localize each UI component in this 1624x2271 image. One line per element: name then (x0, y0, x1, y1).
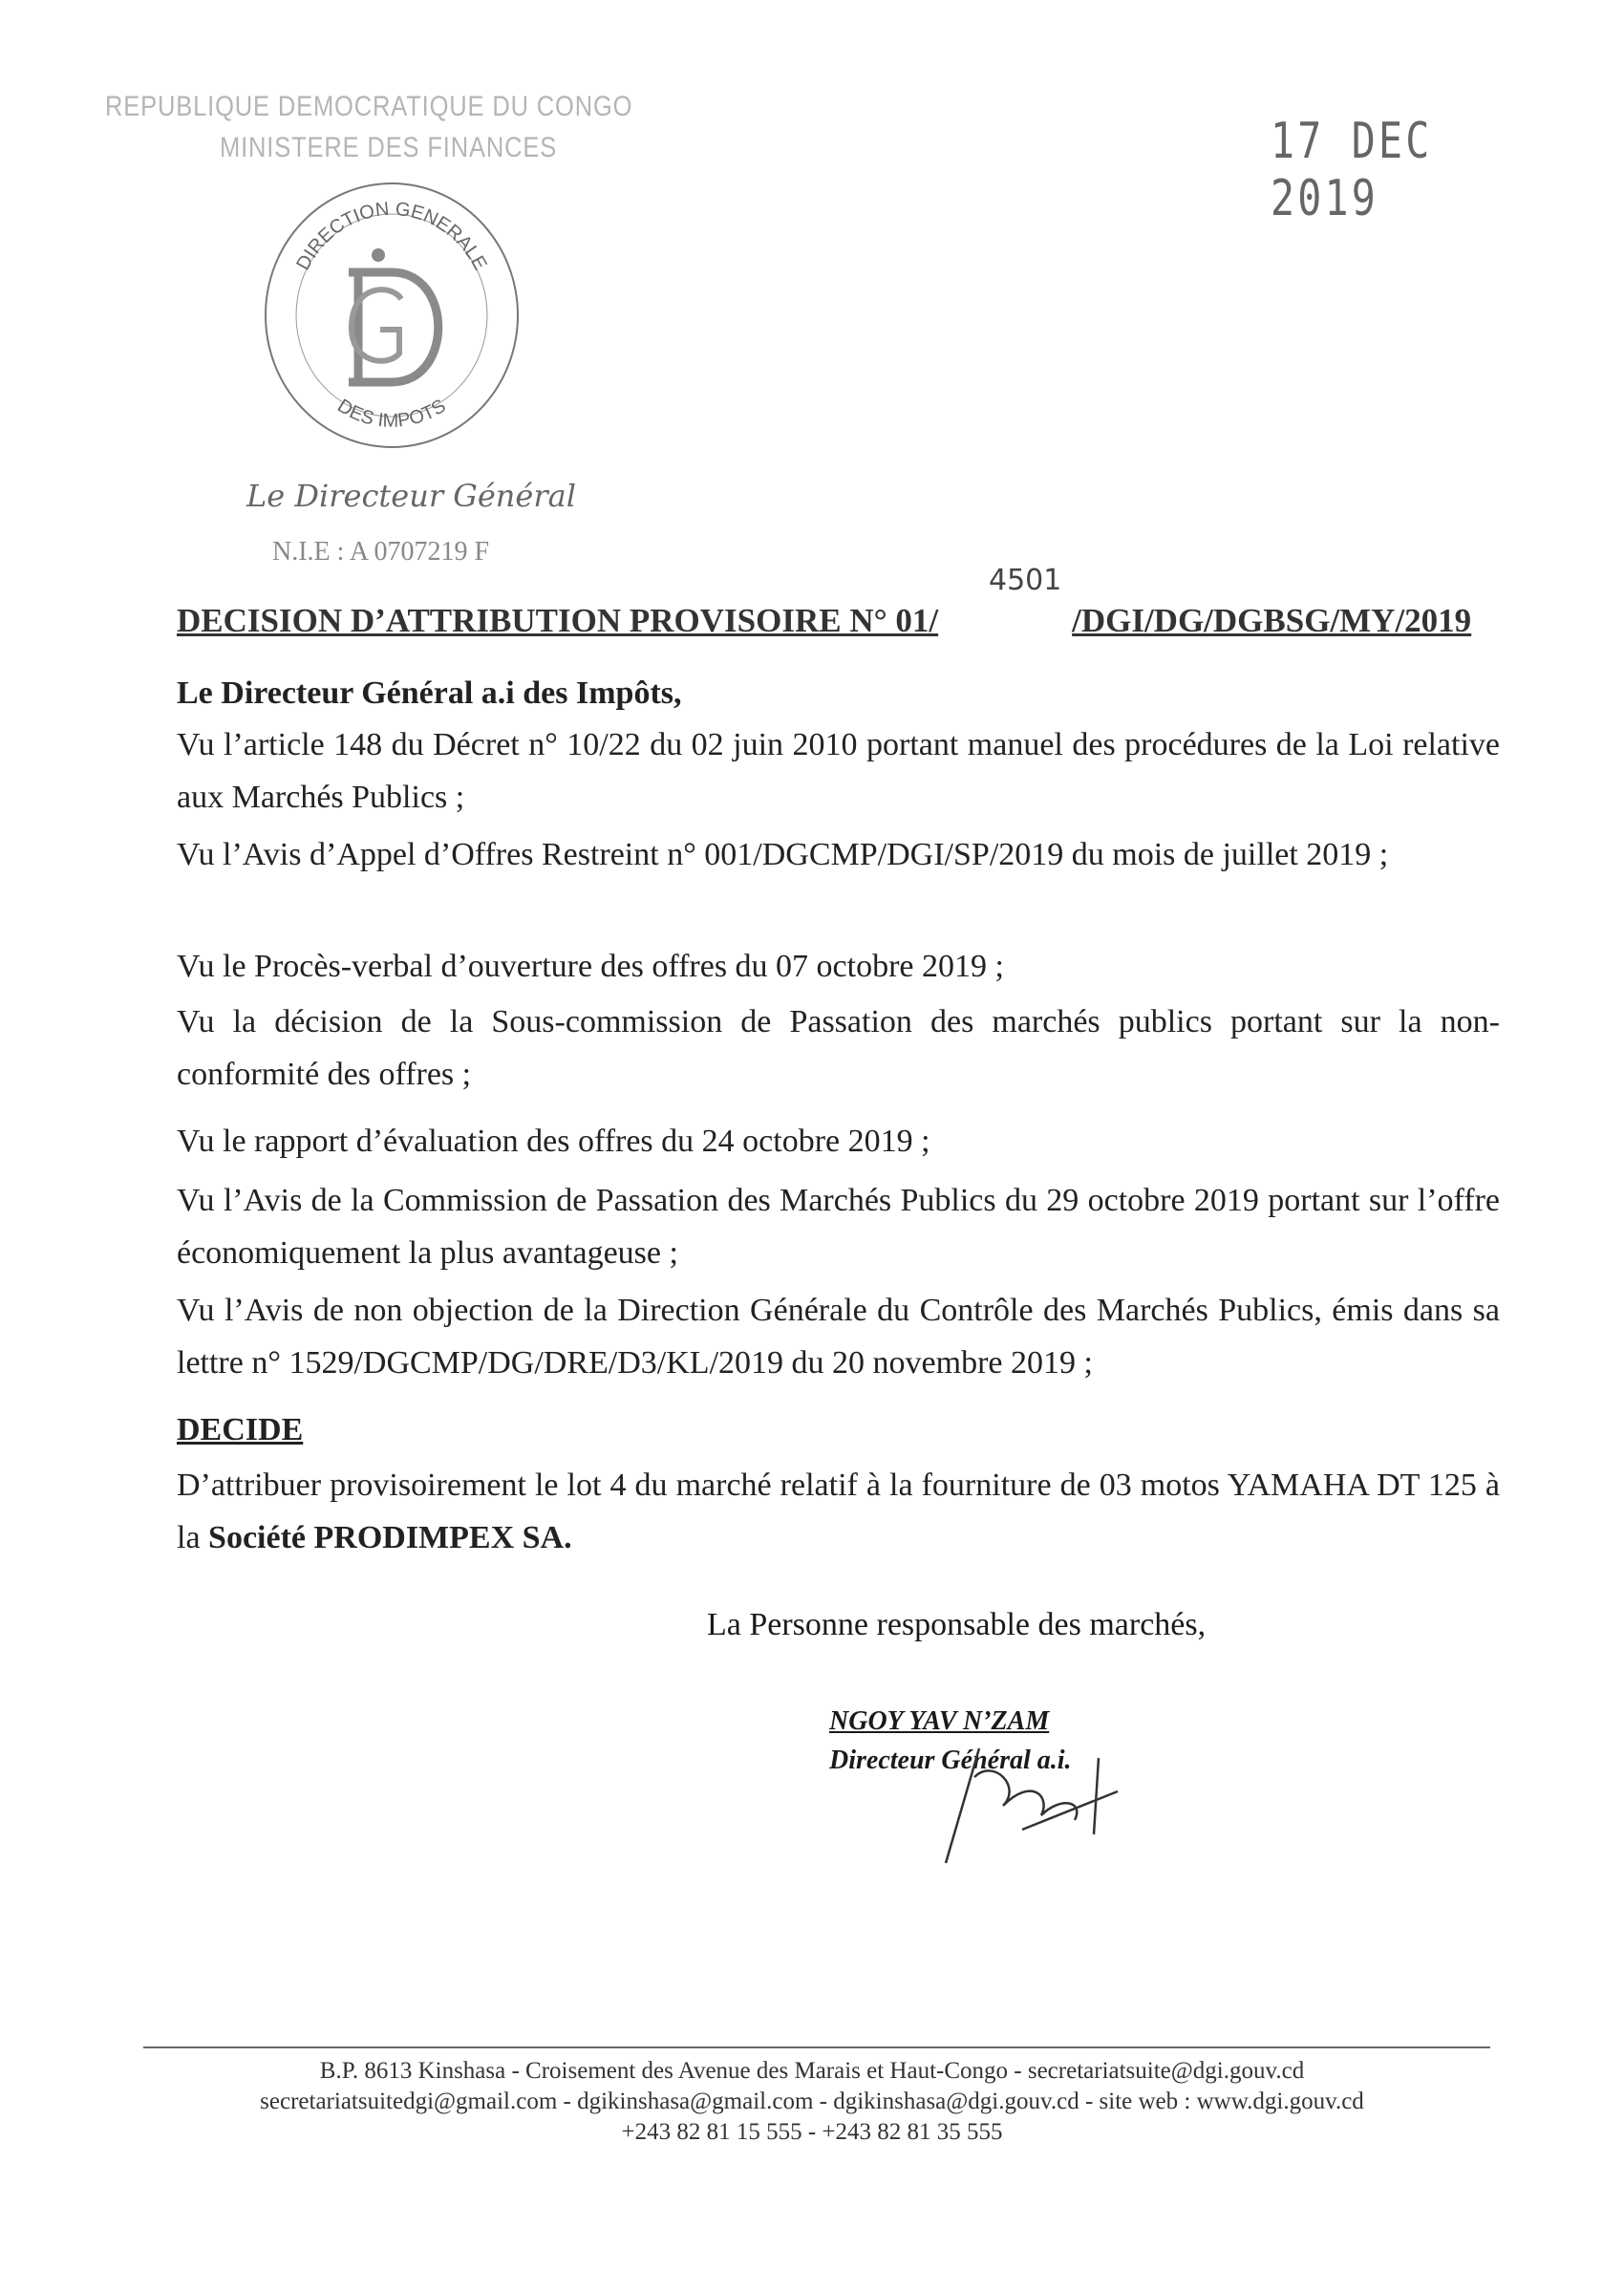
ministry-header: MINISTERE DES FINANCES (220, 132, 558, 163)
date-stamp: 17 DEC 2019 (1271, 113, 1433, 227)
footer-address: B.P. 8613 Kinshasa - Croisement des Avenue des Marais et Haut-Congo - secretariatsuite@dgi.gouv.cd (319, 2058, 1305, 2084)
dgi-logo (258, 177, 525, 454)
signatory-name: NGOY YAV N’ZAM (829, 1706, 1050, 1736)
consideration: Vu le rapport d’évaluation des offres du 24 octobre 2019 ; (177, 1124, 930, 1159)
handwritten-number: 4501 (989, 564, 1062, 597)
title-prefix: DECISION D’ATTRIBUTION PROVISOIRE N° 01/ (177, 602, 939, 639)
footer-phones: +243 82 81 15 555 - +243 82 81 35 555 (621, 2119, 1003, 2145)
country-header: REPUBLIQUE DEMOCRATIQUE DU CONGO (105, 91, 633, 122)
nie-number: N.I.E : A 0707219 F (272, 537, 490, 567)
handwritten-signature (908, 1720, 1137, 1873)
svg-text:DES IMPOTS: DES IMPOTS (333, 395, 450, 432)
consideration: Vu le Procès-verbal d’ouverture des offres du 07 octobre 2019 ; (177, 949, 1004, 984)
decision-text: D’attribuer provisoirement le lot 4 du marché relatif à la fourniture de 03 motos YAMAHA DT 125 à la (177, 1468, 1500, 1555)
footer-emails: secretariatsuitedgi@gmail.com - dgikinshasa@gmail.com - dgikinshasa@dgi.gouv.cd - site web : www.dgi.gouv.cd (260, 2089, 1364, 2114)
office-title: Le Directeur Général (246, 478, 576, 514)
footer-divider (143, 2046, 1490, 2048)
signatory-title: Directeur Général a.i. (829, 1746, 1072, 1775)
title-suffix: /DGI/DG/DGBSG/MY/2019 (1072, 602, 1472, 639)
signatory-role: La Personne responsable des marchés, (707, 1607, 1207, 1642)
decision-title (177, 602, 1471, 640)
consideration: Vu l’Avis de la Commission de Passation des Marchés Publics du 29 octobre 2019 portant sur l’offre économiquement la plus avantageuse ; (177, 1183, 1500, 1271)
decision-paragraph (177, 1459, 1500, 1564)
svg-text:DIRECTION GENERALE: DIRECTION GENERALE (292, 198, 491, 274)
decision-company: Société PRODIMPEX SA. (208, 1520, 572, 1555)
consideration: Vu l’article 148 du Décret n° 10/22 du 02 juin 2010 portant manuel des procédures de la Loi relative aux Marchés Publics ; (177, 727, 1500, 815)
consideration: Vu l’Avis de non objection de la Direction Générale du Contrôle des Marchés Publics, émis dans sa lettre n° 1529/DGCMP/DG/DRE/D3/KL/2019 du 20 novembre 2019 ; (177, 1293, 1500, 1381)
addressee: Le Directeur Général a.i des Impôts, (177, 675, 682, 711)
consideration: Vu la décision de la Sous-commission de Passation des marchés publics portant sur la non-conformité des offres ; (177, 1004, 1500, 1092)
decide-heading: DECIDE (177, 1412, 304, 1447)
consideration: Vu l’Avis d’Appel d’Offres Restreint n° 001/DGCMP/DGI/SP/2019 du mois de juillet 2019 ; (177, 837, 1389, 872)
